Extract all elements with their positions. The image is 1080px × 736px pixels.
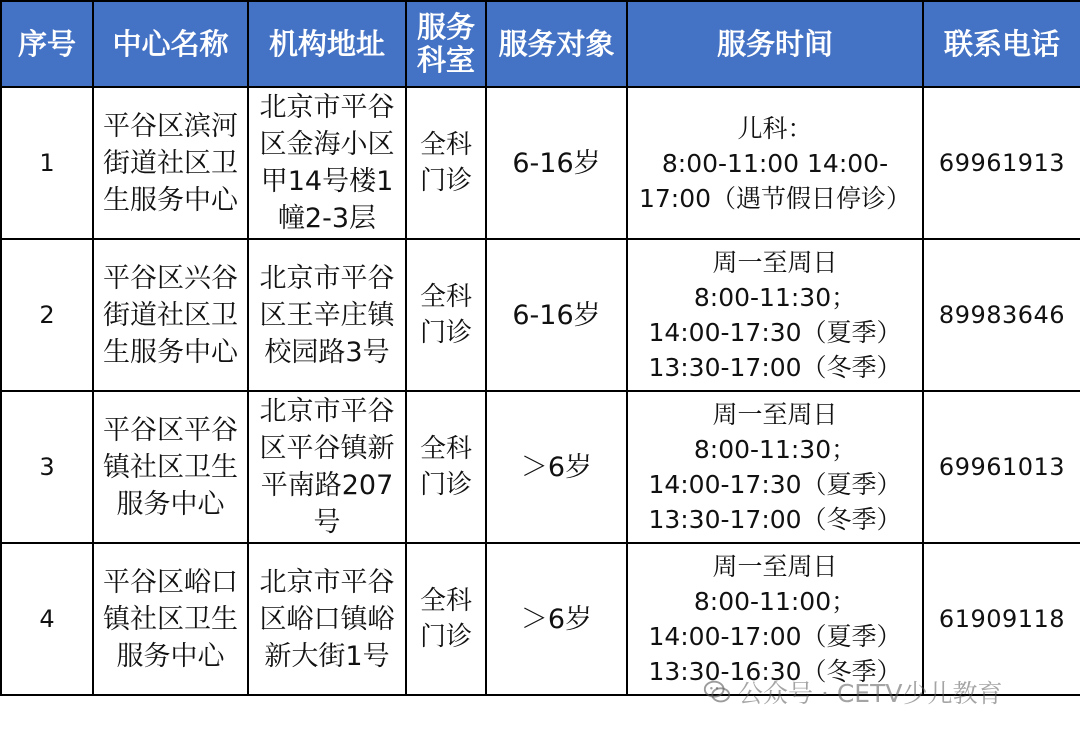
cell-dept: 全科门诊 [406, 543, 486, 695]
cell-phone: 61909118 [923, 543, 1080, 695]
cell-center-name: 平谷区滨河街道社区卫生服务中心 [93, 87, 248, 239]
table-row [1, 87, 1080, 239]
table-row [1, 391, 1080, 543]
header-row [1, 1, 1080, 87]
cell-seq: 3 [1, 391, 93, 543]
cell-phone: 89983646 [923, 239, 1080, 391]
cell-service-time: 儿科： 8:00-11:00 14:00-17:00（遇节假日停诊） [627, 87, 923, 239]
header-address: 机构地址 [248, 1, 406, 87]
cell-seq: 2 [1, 239, 93, 391]
header-target: 服务对象 [486, 1, 627, 87]
header-phone: 联系电话 [923, 1, 1080, 87]
cell-target: ＞6岁 [486, 543, 627, 695]
cell-center-name: 平谷区兴谷街道社区卫生服务中心 [93, 239, 248, 391]
wechat-icon [702, 677, 732, 707]
header-seq: 序号 [1, 1, 93, 87]
header-dept: 服务科室 [406, 1, 486, 87]
cell-address: 北京市平谷区峪口镇峪新大街1号 [248, 543, 406, 695]
cell-seq: 4 [1, 543, 93, 695]
cell-target: 6-16岁 [486, 87, 627, 239]
cell-center-name: 平谷区峪口镇社区卫生服务中心 [93, 543, 248, 695]
watermark [702, 674, 1002, 710]
table-row [1, 239, 1080, 391]
watermark-text: 公众号 · CETV少儿教育 [738, 679, 1003, 708]
cell-dept: 全科门诊 [406, 87, 486, 239]
cell-phone: 69961013 [923, 391, 1080, 543]
cell-service-time: 周一至周日 8:00-11:00； 14:00-17:00（夏季） 13:30-16:30（冬季） [627, 543, 923, 695]
cell-service-time: 周一至周日 8:00-11:30； 14:00-17:30（夏季） 13:30-17:00（冬季） [627, 239, 923, 391]
cell-center-name: 平谷区平谷镇社区卫生服务中心 [93, 391, 248, 543]
header-service-time: 服务时间 [627, 1, 923, 87]
cell-address: 北京市平谷区平谷镇新平南路207号 [248, 391, 406, 543]
cell-phone: 69961913 [923, 87, 1080, 239]
cell-target: ＞6岁 [486, 391, 627, 543]
cell-dept: 全科门诊 [406, 391, 486, 543]
cell-target: 6-16岁 [486, 239, 627, 391]
cell-service-time: 周一至周日 8:00-11:30； 14:00-17:30（夏季） 13:30-17:00（冬季） [627, 391, 923, 543]
cell-address: 北京市平谷区王辛庄镇校园路3号 [248, 239, 406, 391]
table-row [1, 543, 1080, 695]
cell-dept: 全科门诊 [406, 239, 486, 391]
header-center-name: 中心名称 [93, 1, 248, 87]
cell-seq: 1 [1, 87, 93, 239]
cell-address: 北京市平谷区金海小区甲14号楼1幢2-3层 [248, 87, 406, 239]
